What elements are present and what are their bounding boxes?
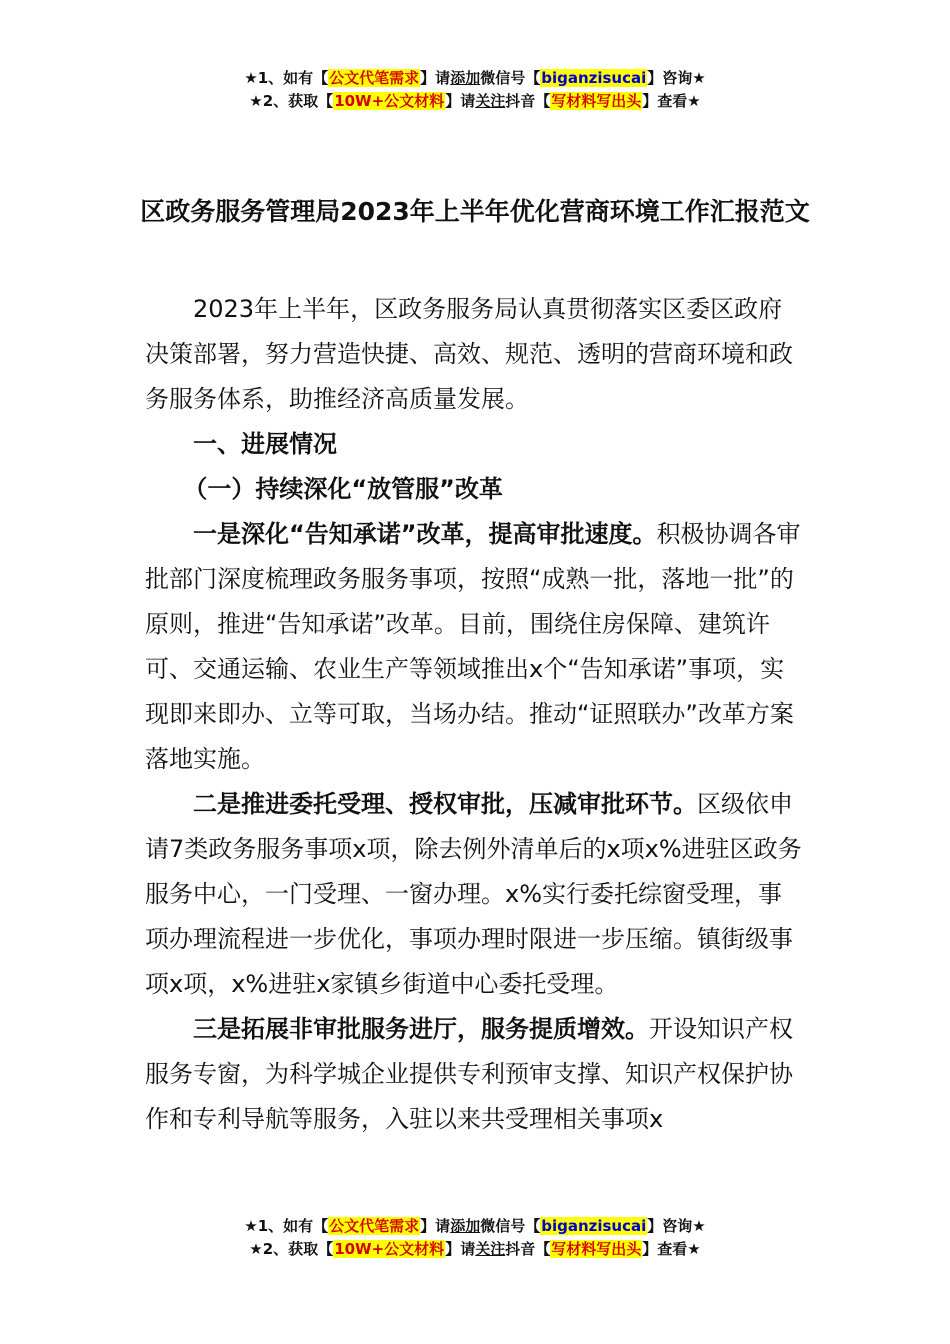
banner-highlight: 写材料写出头 [551, 92, 642, 110]
header-banner [0, 67, 950, 113]
intro-paragraph: 2023年上半年，区政务服务局认真贯彻落实区委区政府决策部署，努力营造快捷、高效、规范、透明的营商环境和政务服务体系，助推经济高质量发展。 [145, 295, 793, 413]
banner-text: 】请 [420, 1217, 451, 1235]
paragraph-1 [145, 512, 805, 782]
banner-text: 】请 [445, 92, 476, 110]
banner-text: 】查看★ [642, 1240, 701, 1258]
banner-text: 抖音【 [505, 92, 551, 110]
paragraph-lead: 二是推进委托受理、授权审批，压减审批环节。 [193, 790, 697, 818]
banner-wechat-id: biganzisucai [541, 1217, 647, 1235]
banner-text: 】请 [420, 69, 451, 87]
paragraph-2 [145, 782, 805, 1007]
banner-wechat-id: biganzisucai [541, 69, 647, 87]
banner-line-1 [0, 67, 950, 90]
section-heading: 一、进展情况 [193, 430, 337, 458]
banner-line-1 [0, 1215, 950, 1238]
banner-highlight: 公文代笔需求 [329, 69, 420, 87]
banner-text: ★2、获取【 [249, 92, 334, 110]
banner-underline: 添加 [450, 69, 481, 87]
banner-text: 微信号【 [480, 1217, 541, 1235]
paragraph-text: 积极协调各审批部门深度梳理政务服务事项，按照“成熟一批，落地一批”的原则，推进“告知承诺”改革。目前，围绕住房保障、建筑许可、交通运输、农业生产等领域推出x个“告知承诺”事项，实现即来即办、立等可取，当场办结。推动“证照联办”改革方案落地实施。 [145, 520, 801, 773]
banner-text: 抖音【 [505, 1240, 551, 1258]
footer-banner [0, 1215, 950, 1261]
paragraph-text: 区级依申请7类政务服务事项x项，除去例外清单后的x项x%进驻区政务服务中心，一门受理、一窗办理。x%实行委托综窗受理，事项办理流程进一步优化，事项办理时限进一步压缩。镇街级事项x项，x%进驻x家镇乡街道中心委托受理。 [145, 790, 802, 998]
banner-highlight: 10W+公文材料 [334, 92, 445, 110]
banner-underline: 关注 [475, 92, 506, 110]
banner-text: 】咨询★ [647, 1217, 706, 1235]
banner-highlight: 写材料写出头 [551, 1240, 642, 1258]
document-title: 区政务服务管理局2023年上半年优化营商环境工作汇报范文 [140, 197, 810, 226]
banner-text: ★2、获取【 [249, 1240, 334, 1258]
paragraph-lead: 一是深化“告知承诺”改革，提高审批速度。 [193, 520, 657, 548]
banner-text: 】咨询★ [647, 69, 706, 87]
document-body [145, 287, 805, 1142]
paragraph-3 [145, 1007, 805, 1142]
paragraph-lead: 三是拓展非审批服务进厅，服务提质增效。 [193, 1015, 649, 1043]
banner-text: 】查看★ [642, 92, 701, 110]
banner-text: ★1、如有【 [244, 1217, 329, 1235]
banner-text: ★1、如有【 [244, 69, 329, 87]
banner-text: 微信号【 [480, 69, 541, 87]
paragraph-text: 开设知识产权服务专窗，为科学城企业提供专利预审支撑、知识产权保护协作和专利导航等服务，入驻以来共受理相关事项x [145, 1015, 793, 1133]
banner-underline: 添加 [450, 1217, 481, 1235]
banner-text: 】请 [445, 1240, 476, 1258]
banner-highlight: 10W+公文材料 [334, 1240, 445, 1258]
banner-highlight: 公文代笔需求 [329, 1217, 420, 1235]
banner-line-2 [0, 1238, 950, 1261]
banner-underline: 关注 [475, 1240, 506, 1258]
banner-line-2 [0, 90, 950, 113]
subsection-heading: （一）持续深化“放管服”改革 [183, 475, 503, 503]
